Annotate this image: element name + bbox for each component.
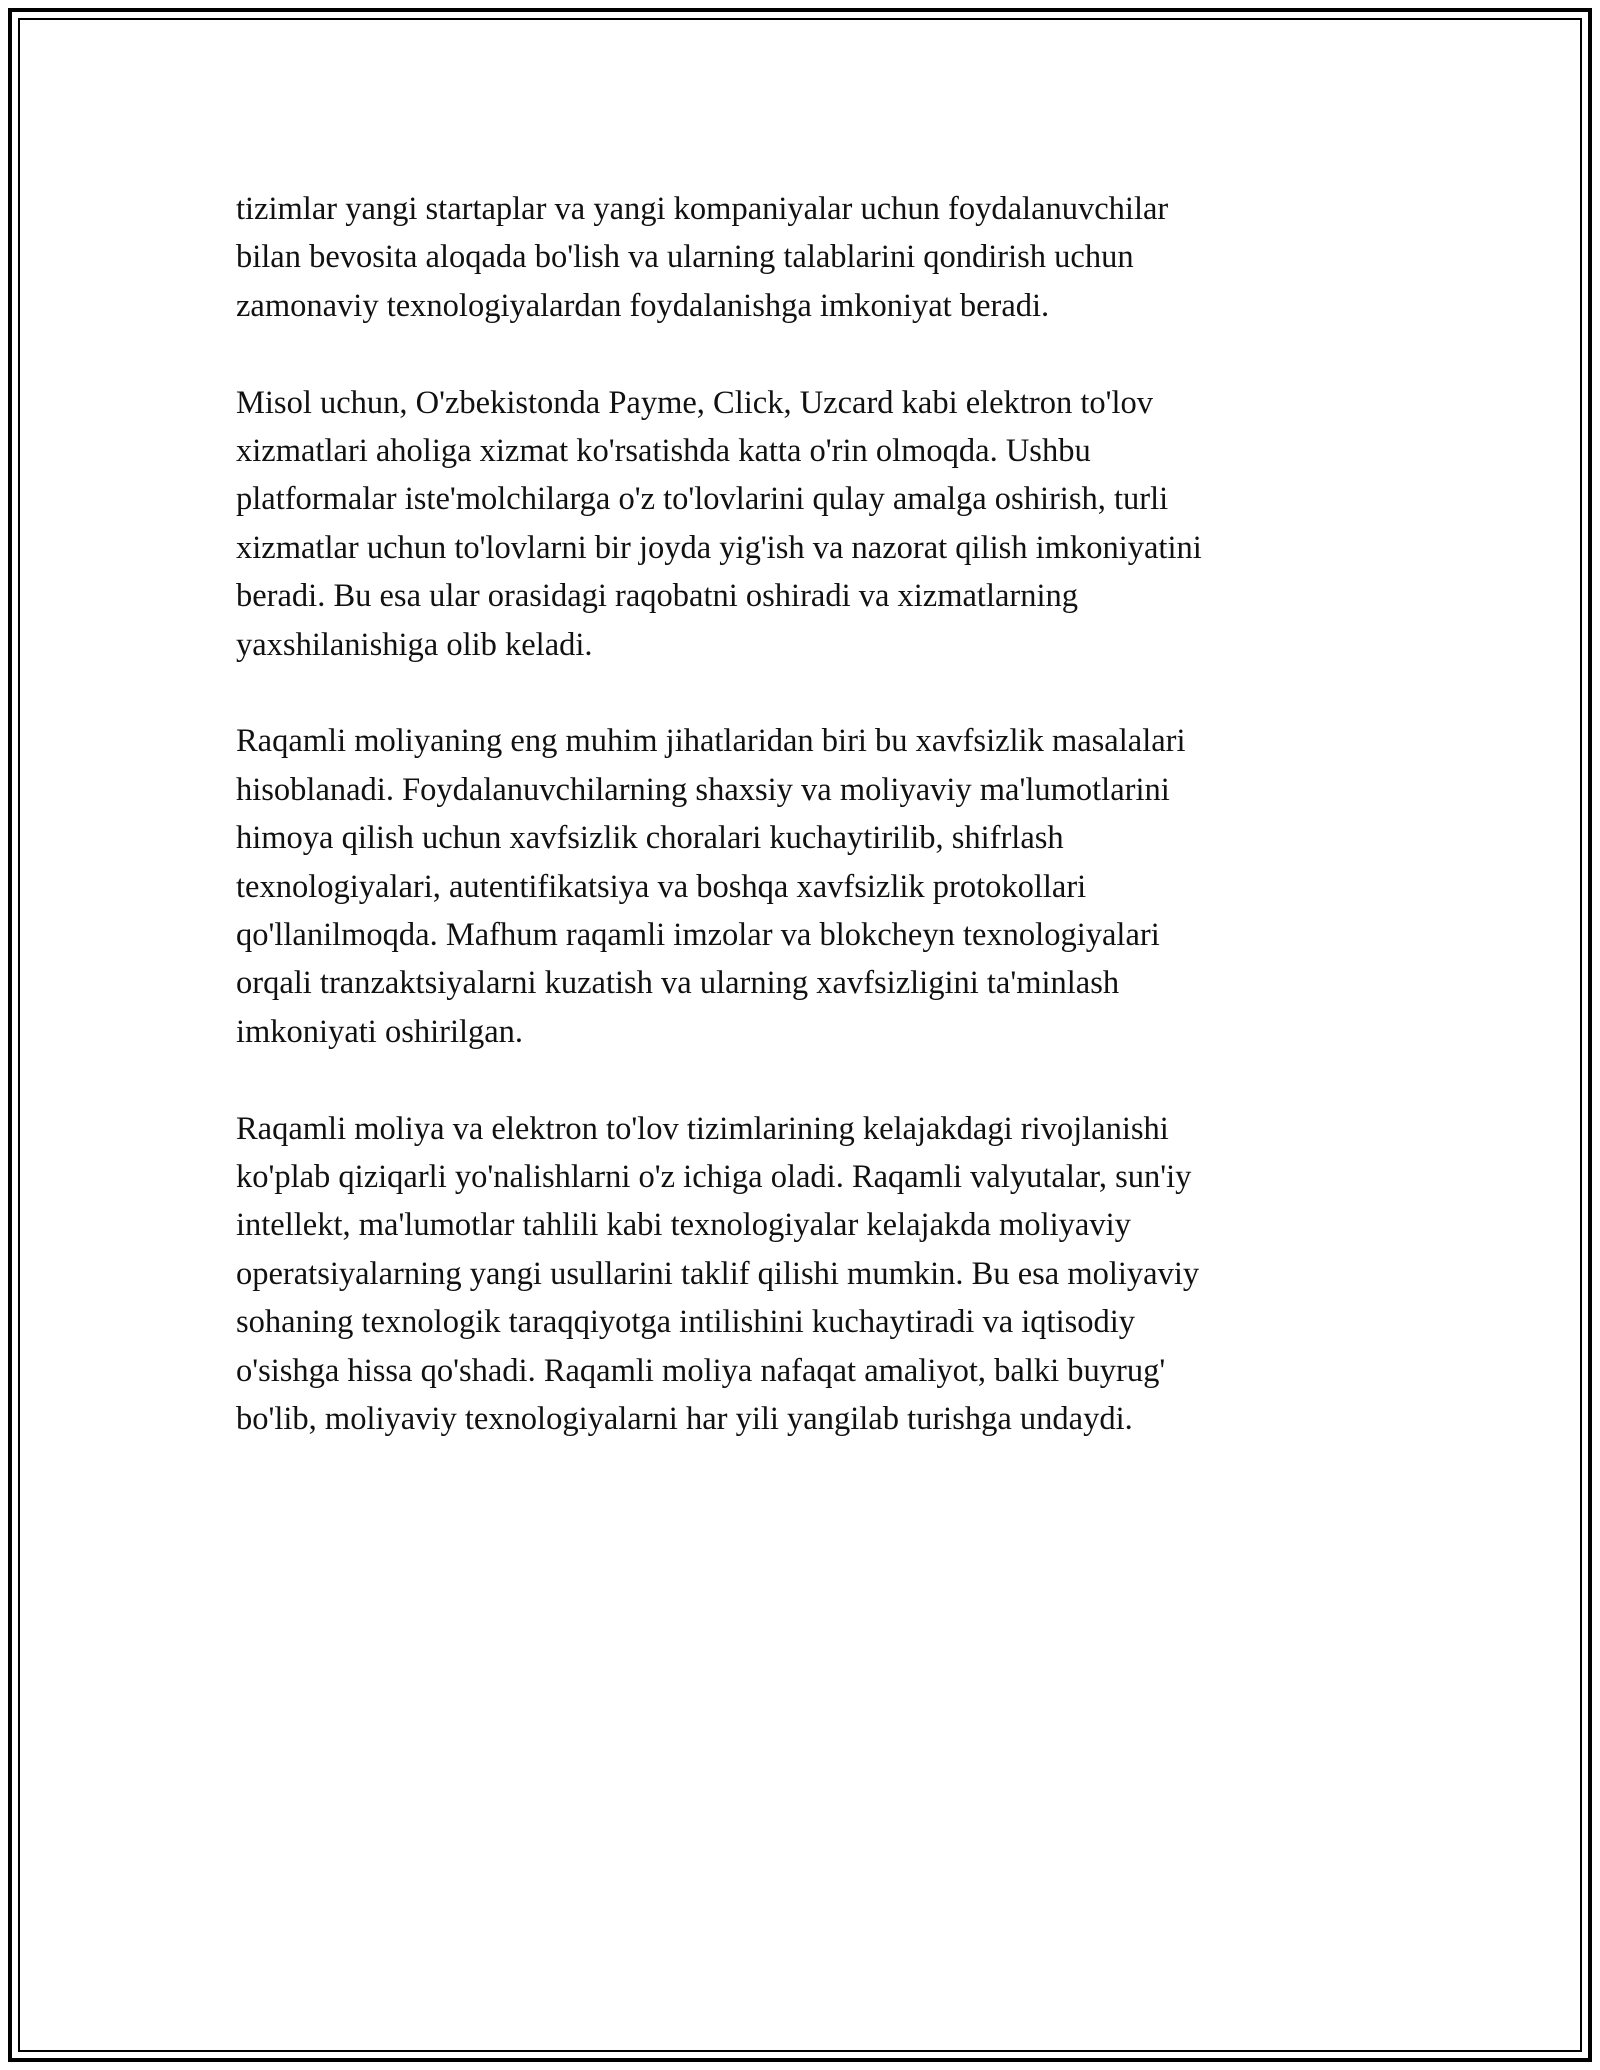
text-line: o'sishga hissa qo'shadi. Raqamli moliya nafaqat amaliyot, balki buyrug' [236,1352,1166,1389]
text-line: yaxshilanishiga olib keladi. [236,626,593,663]
text-line: xizmatlar uchun to'lovlarni bir joyda yig'ish va nazorat qilish imkoniyatini [236,529,1202,566]
text-line: intellekt, ma'lumotlar tahlili kabi texnologiyalar kelajakda moliyaviy [236,1207,1131,1244]
text-line: Misol uchun, O'zbekistonda Payme, Click, Uzcard kabi elektron to'lov [236,384,1153,421]
text-line: sohaning texnologik taraqqiyotga intilishini kuchaytiradi va iqtisodiy [236,1304,1136,1341]
text-line: tizimlar yangi startaplar va yangi kompaniyalar uchun foydalanuvchilar [236,191,1169,227]
text-line: himoya qilish uchun xavfsizlik choralari kuchaytirilib, shifrlash [236,820,1064,857]
paragraph [236,1105,1376,1444]
text-line: Raqamli moliya va elektron to'lov tizimlarining kelajakdagi rivojlanishi [236,1110,1169,1147]
text-line: xizmatlari aholiga xizmat ko'rsatishda katta o'rin olmoqda. Ushbu [236,433,1091,470]
text-line: texnologiyalari, autentifikatsiya va boshqa xavfsizlik protokollari [236,868,1087,905]
text-line: ko'plab qiziqarli yo'nalishlarni o'z ichiga oladi. Raqamli valyutalar, sun'iy [236,1159,1192,1196]
text-line: hisoblanadi. Foydalanuvchilarning shaxsiy va moliyaviy ma'lumotlarini [236,771,1170,808]
text-line: Raqamli moliyaning eng muhim jihatlaridan biri bu xavfsizlik masalalari [236,723,1186,760]
text-line: operatsiyalarning yangi usullarini taklif qilishi mumkin. Bu esa moliyaviy [236,1255,1200,1292]
text-line: platformalar iste'molchilarga o'z to'lovlarini qulay amalga oshirish, turli [236,481,1169,518]
text-line: bilan bevosita aloqada bo'lish va ularning talablarini qondirish uchun [236,239,1134,276]
text-line: bo'lib, moliyaviy texnologiyalarni har yili yangilab turishga undaydi. [236,1401,1133,1438]
text-line: beradi. Bu esa ular orasidagi raqobatni oshiradi va xizmatlarning [236,578,1079,615]
text-line: orqali tranzaktsiyalarni kuzatish va ularning xavfsizligini ta'minlash [236,965,1120,1002]
text-line: qo'llanilmoqda. Mafhum raqamli imzolar va blokcheyn texnologiyalari [236,917,1160,954]
document-body [236,185,1376,1492]
text-line: imkoniyati oshirilgan. [236,1013,524,1050]
text-line: zamonaviy texnologiyalardan foydalanishga imkoniyat beradi. [236,287,1050,324]
paragraph [236,185,1376,330]
paragraph [236,717,1376,1056]
paragraph [236,379,1376,669]
